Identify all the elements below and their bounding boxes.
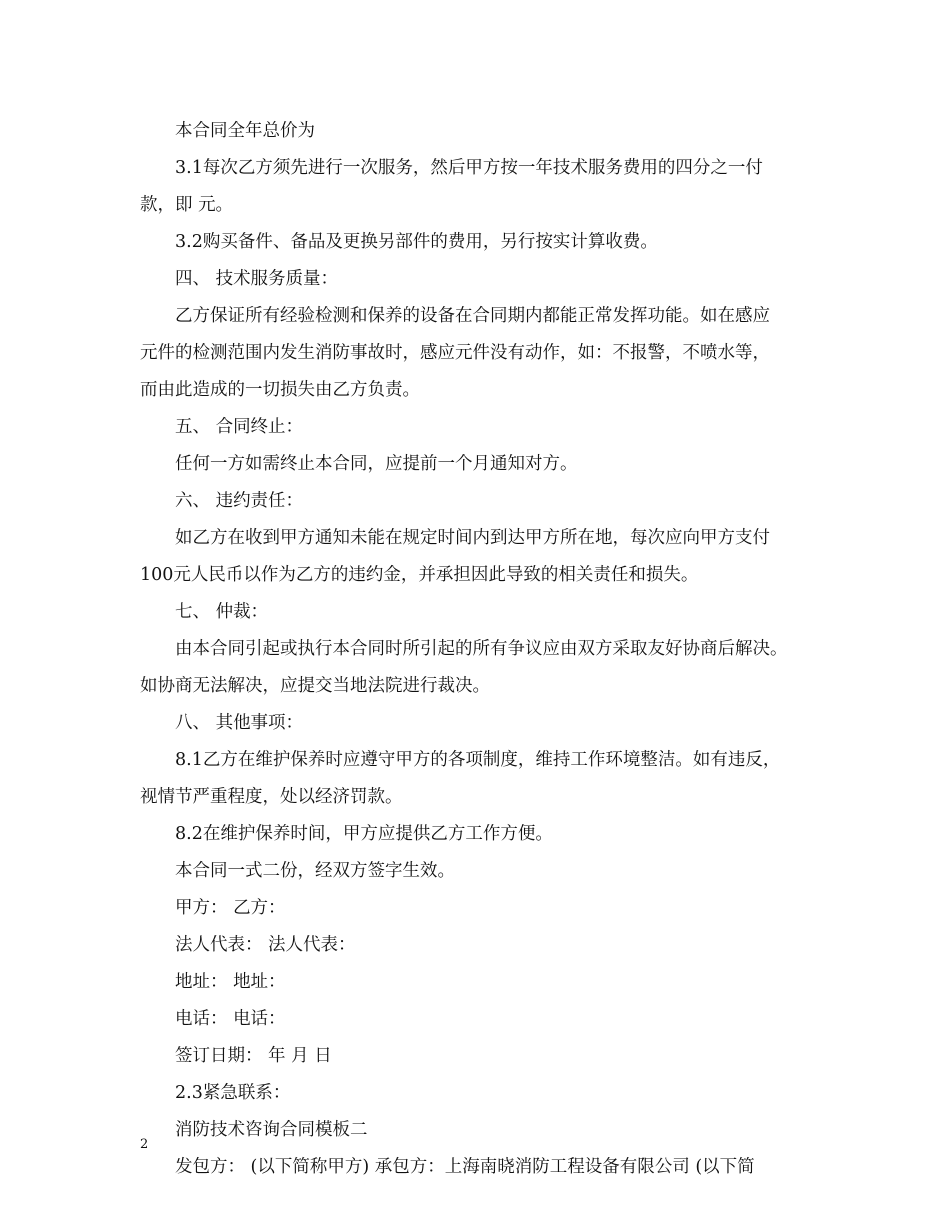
text-line: 由本合同引起或执行本合同时所引起的所有争议应由双方采取友好协商后解决。: [175, 639, 788, 659]
text-line: 3.2购买备件、备品及更换另部件的费用，另行按实计算收费。: [175, 232, 658, 252]
text-line: 100元人民币以作为乙方的违约金，并承担因此导致的相关责任和损失。: [140, 565, 699, 585]
text-line: 视情节严重程度，处以经济罚款。: [140, 787, 403, 807]
text-line: 七、 仲裁：: [175, 602, 269, 622]
text-line: 元件的检测范围内发生消防事故时，感应元件没有动作，如：不报警，不喷水等，: [140, 343, 770, 363]
text-line: 任何一方如需终止本合同，应提前一个月通知对方。: [175, 454, 578, 474]
text-line: 3.1每次乙方须先进行一次服务，然后甲方按一年技术服务费用的四分之一付: [175, 158, 763, 178]
text-line: 消防技术咨询合同模板二: [175, 1120, 368, 1140]
text-line: 8.2在维护保养时间，甲方应提供乙方工作方便。: [175, 824, 553, 844]
page-number: 2: [140, 1137, 149, 1152]
text-line: 乙方保证所有经验检测和保养的设备在合同期内都能正常发挥功能。如在感应: [175, 306, 770, 326]
text-line: 五、 合同终止：: [175, 417, 304, 437]
text-line: 电话： 电话：: [175, 1009, 286, 1029]
text-line: 款，即 元。: [140, 195, 234, 215]
text-line: 而由此造成的一切损失由乙方负责。: [140, 380, 420, 400]
text-line: 如乙方在收到甲方通知未能在规定时间内到达甲方所在地，每次应向甲方支付: [175, 528, 770, 548]
text-line: 8.1乙方在维护保养时应遵守甲方的各项制度，维持工作环境整洁。如有违反，: [175, 750, 781, 770]
text-line: 本合同全年总价为: [175, 121, 315, 141]
text-line: 六、 违约责任：: [175, 491, 304, 511]
text-line: 八、 其他事项：: [175, 713, 304, 733]
text-line: 本合同一式二份，经双方签字生效。: [175, 861, 455, 881]
text-line: 甲方： 乙方：: [175, 898, 286, 918]
text-line: 地址： 地址：: [175, 972, 286, 992]
text-line: 签订日期： 年 月 日: [175, 1046, 332, 1066]
text-line: 发包方： (以下简称甲方) 承包方：上海南晓消防工程设备有限公司 (以下简: [175, 1157, 755, 1177]
text-line: 2.3紧急联系：: [175, 1083, 291, 1103]
document-body: [140, 113, 830, 1186]
text-line: 如协商无法解决，应提交当地法院进行裁决。: [140, 676, 490, 696]
text-line: 四、 技术服务质量：: [175, 269, 339, 289]
text-line: 法人代表： 法人代表：: [175, 935, 356, 955]
